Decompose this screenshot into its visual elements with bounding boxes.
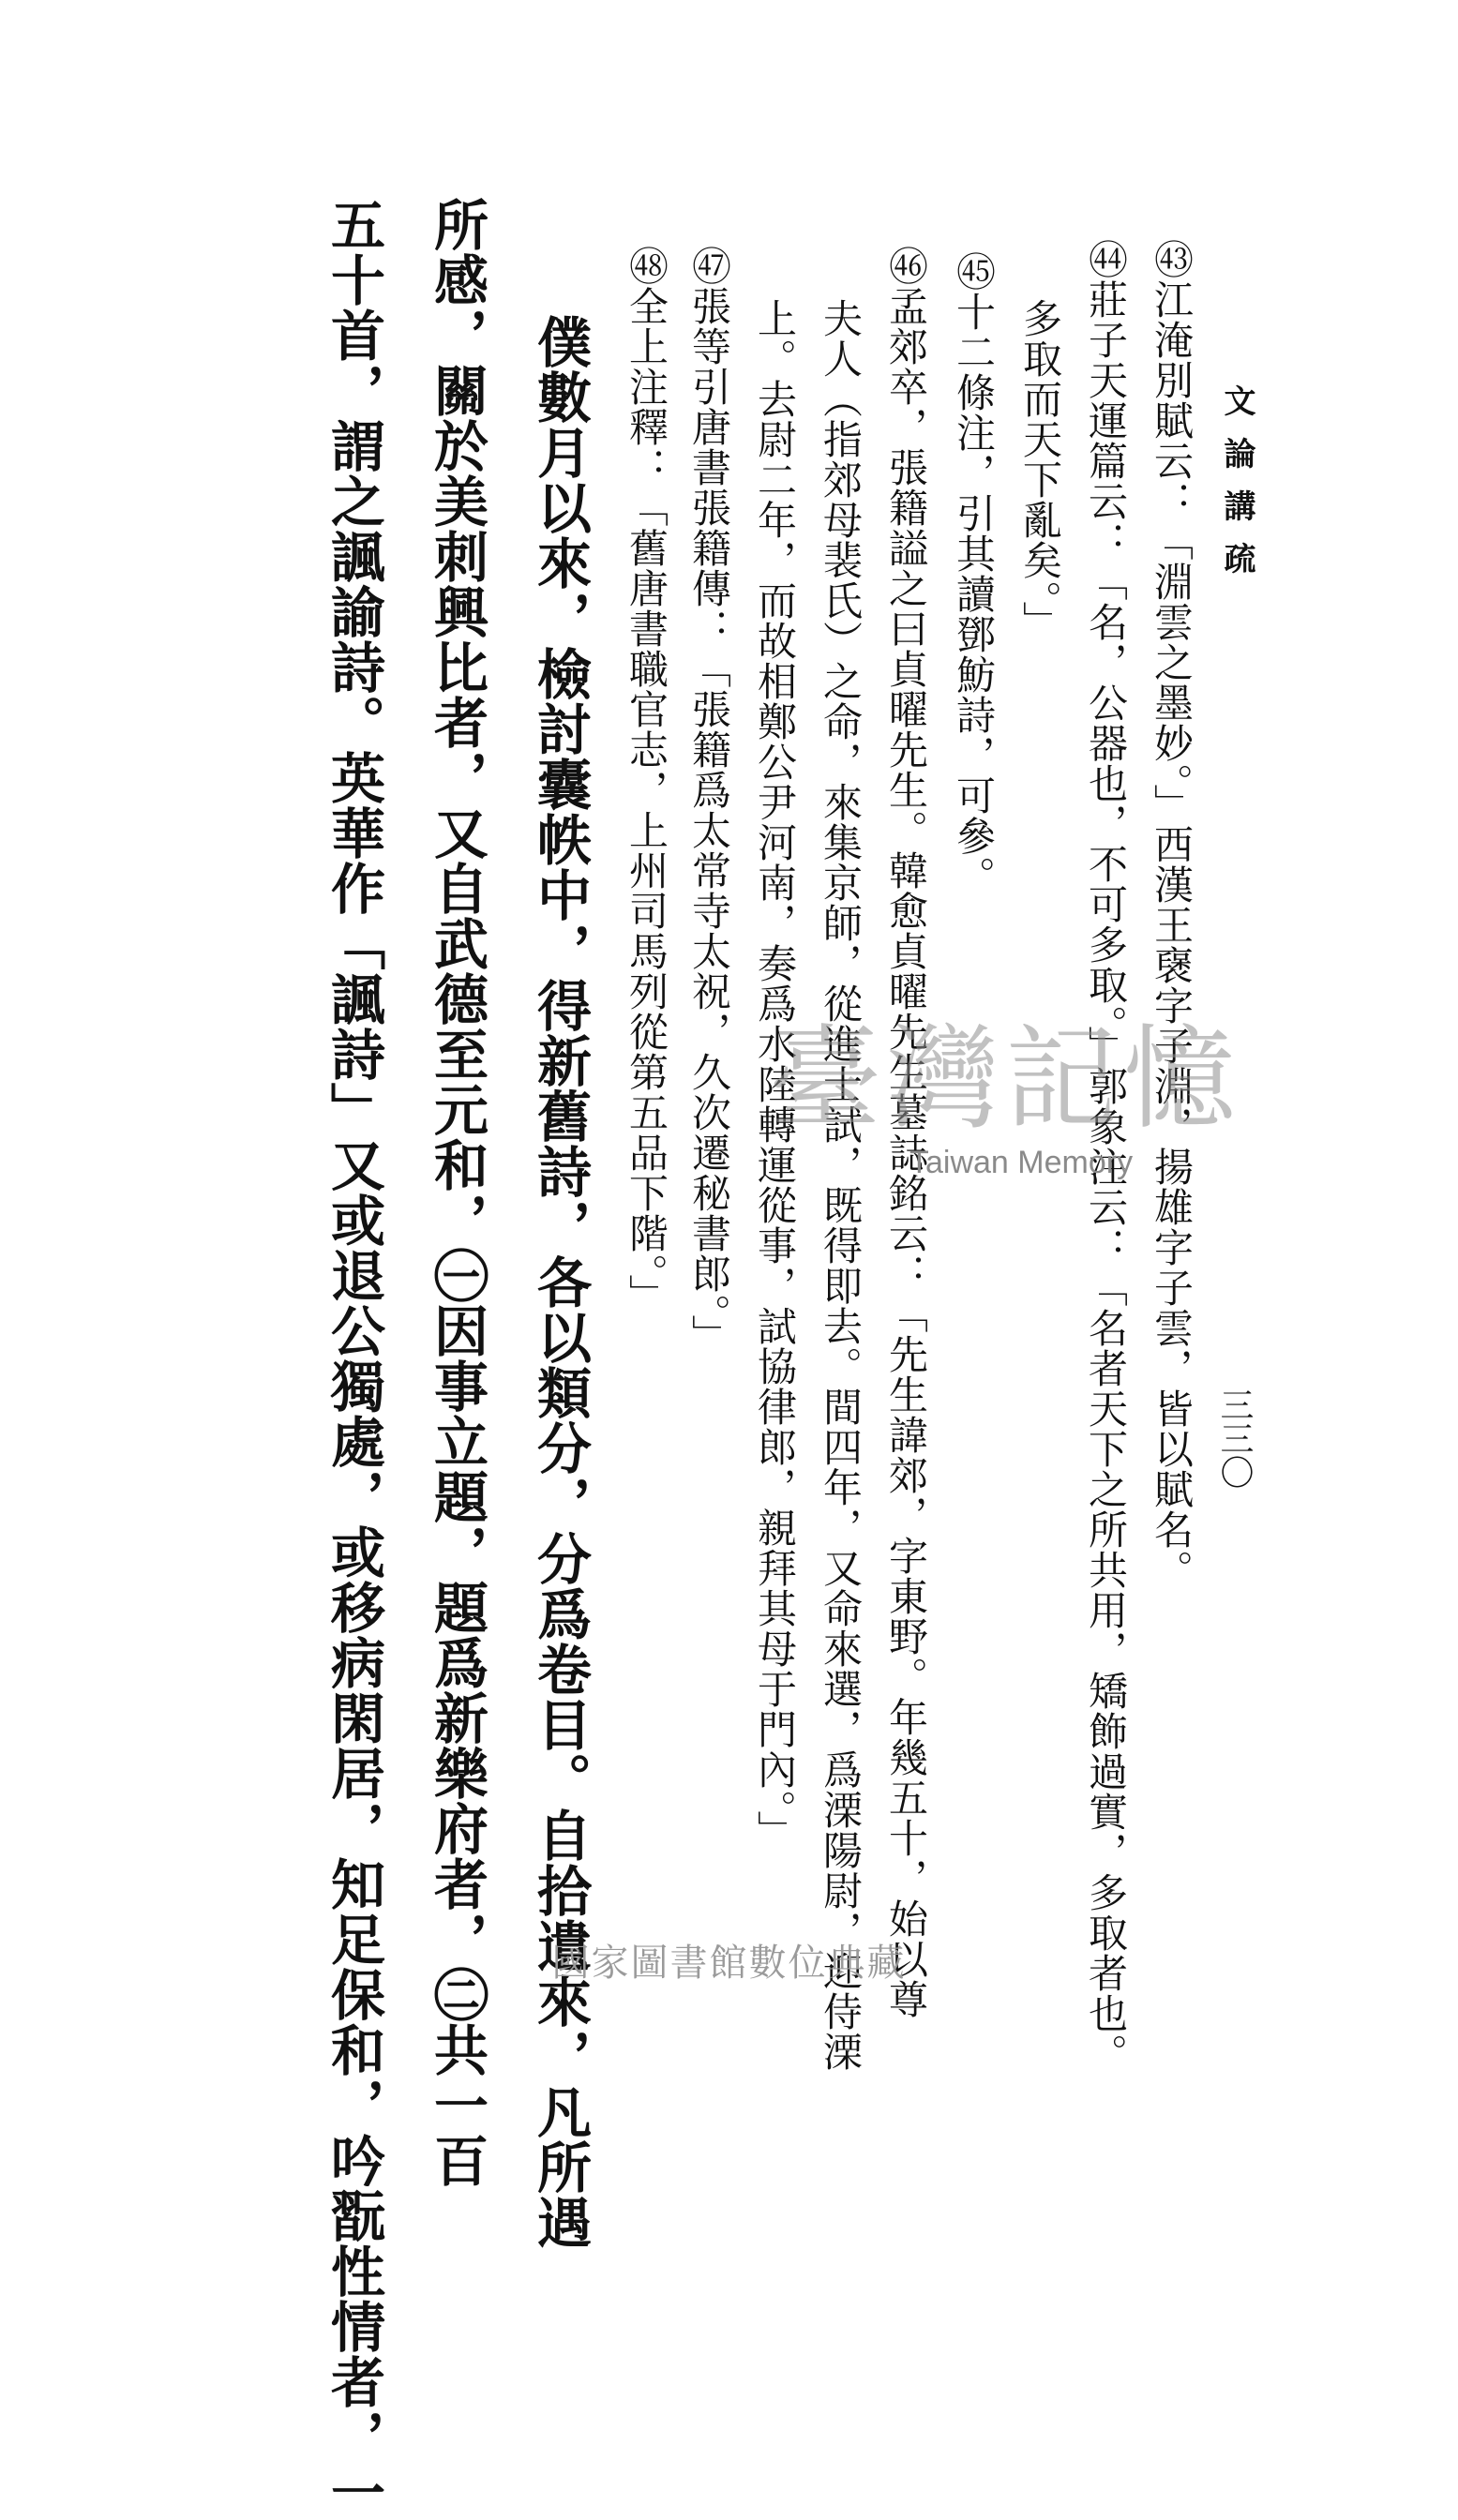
watermark-title: 臺灣記憶	[769, 1014, 1241, 1145]
footer-caption: 國家圖書館數位典藏	[551, 1942, 907, 1985]
watermark-subtitle: Taiwan Memory	[909, 1145, 1134, 1180]
note-44-continuation: 多取而天下亂矣。」	[1017, 298, 1063, 641]
watermark-logo	[769, 989, 1241, 1180]
main-text-line: 僕數月以來，檢討囊帙中，得新舊詩，各以類分，分爲卷目。自拾遺來，凡所遇	[528, 314, 592, 2250]
page-header-title: 文論講疏	[1218, 384, 1255, 594]
main-text-line: 所感，關於美刺興比者，又自武德至元和，㊀因事立題，題爲新樂府者，㊁共一百	[425, 197, 489, 2188]
note-46-continuation: 上。去尉二年，而故相鄭公尹河南，奏爲水陸轉運從事，試協律郎，親拜其母于門內。」	[752, 298, 798, 1851]
note-47: ㊼張等引唐書張籍傳：「張籍爲太常寺太祝，久次遷秘書郎。」	[686, 246, 732, 1355]
note-43: ㊸江淹別賦云：「淵雲之墨妙。」西漢王襃字子淵，揚雄字子雲，皆以賦名。	[1149, 239, 1195, 1590]
note-44: ㊹莊子天運篇云：「名，公器也，不可多取。」郭象注云：「名者天下之所共用，矯飾過實，多取者也。	[1083, 239, 1129, 2074]
note-48: ㊽全上注釋：「舊唐書職官志，上州司馬列從第五品下階。」	[624, 246, 669, 1314]
main-text-line: 五十首，謂之諷諭詩。英華作「諷詩」又或退公獨處，或移病閑居，知足保和，吟翫性情者，一	[322, 197, 385, 2520]
note-46-continuation: 夫人（指郊母裴氏）之命，來集京師，從進士試，既得即去。間四年，又命來選，爲溧陽尉，迎侍溧	[818, 298, 864, 2072]
note-46: ㊻孟郊卒，張籍謚之曰貞曜先生。韓愈貞曜先生墓誌銘云：「先生諱郊，字東野。年幾五十，始以尊	[883, 246, 929, 2019]
page-number: 三三〇	[1215, 1388, 1254, 1489]
note-45: ㊺十二條注，引其讀鄧魴詩，可參。	[951, 251, 997, 896]
